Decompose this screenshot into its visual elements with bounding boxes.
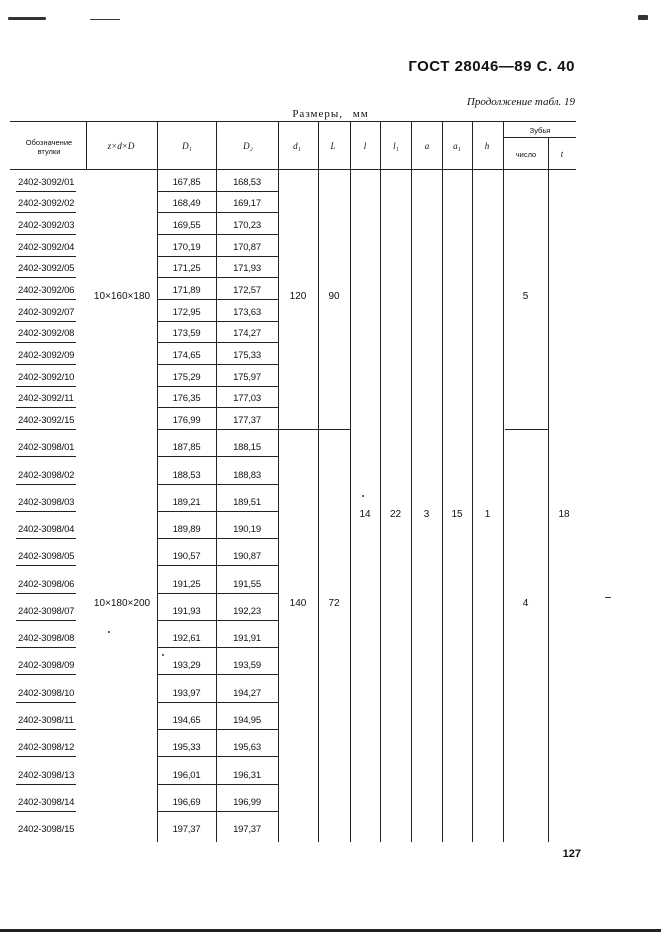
row-D1: 176,99 — [172, 415, 201, 427]
row-D1: 172,95 — [172, 306, 201, 318]
grid-line — [503, 137, 576, 138]
row-rule — [16, 256, 76, 257]
group2-count: 4 — [522, 598, 529, 609]
col-header-l: l — [363, 141, 367, 151]
row-D2: 197,37 — [233, 824, 261, 836]
scan-mark — [638, 15, 648, 20]
row-D2: 189,51 — [233, 496, 261, 508]
row-D2: 168,53 — [233, 176, 261, 188]
row-designation: 2402-3092/03 — [18, 220, 75, 231]
col-header-a: a — [424, 141, 430, 151]
row-D2: 196,31 — [233, 769, 261, 781]
row-D1: 193,29 — [172, 660, 201, 672]
row-rule — [157, 299, 278, 300]
row-designation: 2402-3092/07 — [18, 306, 75, 318]
common-l: 14 — [359, 509, 371, 520]
row-D1: 191,25 — [172, 578, 201, 590]
grid-line — [350, 169, 351, 842]
row-rule — [16, 342, 76, 343]
row-rule — [157, 386, 278, 387]
row-rule — [16, 234, 76, 235]
row-D2: 169,17 — [233, 198, 261, 210]
common-t: 18 — [558, 509, 570, 520]
row-D2: 173,63 — [233, 306, 261, 318]
units-title — [0, 108, 661, 120]
table-header-rule — [10, 169, 576, 170]
group-separator — [505, 429, 548, 430]
grid-line — [548, 169, 549, 842]
row-D2: 170,87 — [233, 241, 261, 253]
grid-line — [503, 169, 504, 842]
row-D2: 188,83 — [233, 469, 261, 481]
row-rule — [157, 784, 278, 785]
row-rule — [16, 299, 76, 300]
row-rule — [157, 593, 278, 594]
row-rule — [16, 212, 76, 213]
row-D1: 188,53 — [172, 469, 201, 481]
row-rule — [16, 191, 76, 192]
scan-mark — [605, 597, 611, 598]
row-rule — [16, 511, 76, 512]
row-D1: 171,89 — [172, 285, 201, 297]
col-header-L: L — [330, 141, 336, 151]
row-rule — [157, 277, 278, 278]
row-designation: 2402-3098/11 — [18, 714, 74, 726]
grid-line — [442, 121, 443, 169]
row-D2: 195,63 — [233, 742, 261, 754]
row-rule — [157, 511, 278, 512]
common-a: 3 — [423, 509, 430, 520]
col-header-d1: d₁ — [293, 141, 301, 151]
row-D2: 191,55 — [233, 578, 261, 590]
row-designation: 2402-3092/09 — [18, 350, 75, 362]
row-rule — [157, 729, 278, 730]
row-D2: 170,23 — [233, 220, 261, 231]
grid-line — [380, 169, 381, 842]
row-D2: 190,19 — [233, 524, 261, 536]
page-number: 127 — [562, 848, 581, 860]
scan-mark — [90, 19, 120, 20]
row-rule — [157, 647, 278, 648]
grid-line — [278, 121, 279, 169]
row-D1: 170,19 — [172, 241, 201, 253]
scan-mark — [108, 631, 110, 633]
col-header-count: число — [515, 150, 537, 159]
row-rule — [16, 674, 76, 675]
row-designation: 2402-3098/03 — [18, 496, 75, 508]
grid-line — [350, 121, 351, 169]
row-D1: 195,33 — [172, 742, 201, 754]
common-l1: 22 — [389, 509, 402, 520]
row-D1: 167,85 — [172, 176, 201, 188]
row-designation: 2402-3098/05 — [18, 551, 75, 563]
row-rule — [157, 212, 278, 213]
row-rule — [157, 811, 278, 812]
units-unit: мм — [352, 108, 369, 120]
col-header-designation: Обозначение втулки — [25, 138, 73, 156]
grid-line — [472, 121, 473, 169]
row-D2: 172,57 — [233, 285, 261, 297]
group1-count: 5 — [522, 291, 529, 302]
grid-line — [86, 121, 87, 169]
table-top-rule — [10, 121, 576, 122]
row-D2: 177,03 — [233, 393, 261, 405]
row-designation: 2402-3098/07 — [18, 605, 75, 617]
scan-mark — [362, 495, 364, 497]
group1-L: 90 — [328, 291, 340, 302]
row-D1: 192,61 — [172, 633, 201, 645]
row-rule — [16, 729, 76, 730]
row-designation: 2402-3092/08 — [18, 328, 75, 340]
row-designation: 2402-3092/01 — [18, 176, 75, 188]
row-rule — [16, 277, 76, 278]
group1-zdD: 10×160×180 — [93, 291, 151, 302]
col-header-D2: D₂ — [243, 141, 253, 151]
group2-d1: 140 — [289, 598, 307, 609]
row-designation: 2402-3098/06 — [18, 578, 75, 590]
row-designation: 2402-3098/02 — [18, 469, 75, 481]
row-designation: 2402-3098/08 — [18, 633, 75, 645]
row-D2: 190,87 — [233, 551, 261, 563]
grid-line — [472, 169, 473, 842]
row-D1: 191,93 — [172, 605, 201, 617]
row-D2: 174,27 — [233, 328, 261, 340]
scan-edge — [0, 929, 661, 932]
grid-line — [278, 169, 279, 842]
row-D2: 192,23 — [233, 605, 261, 617]
row-rule — [16, 429, 76, 430]
grid-line — [318, 121, 319, 169]
row-designation: 2402-3092/06 — [18, 285, 75, 297]
units-word: Размеры, — [292, 108, 343, 120]
row-D1: 174,65 — [172, 350, 201, 362]
row-rule — [16, 364, 76, 365]
row-rule — [157, 756, 278, 757]
row-rule — [157, 456, 278, 457]
row-D1: 187,85 — [172, 442, 201, 454]
row-rule — [16, 647, 76, 648]
row-D1: 190,57 — [172, 551, 201, 563]
grid-line — [548, 137, 549, 169]
row-rule — [157, 321, 278, 322]
row-rule — [16, 565, 76, 566]
row-D2: 175,97 — [233, 371, 261, 383]
group-separator — [278, 429, 350, 430]
row-rule — [16, 321, 76, 322]
continuation-note: Продолжение табл. 19 — [466, 96, 575, 108]
row-designation: 2402-3092/11 — [18, 393, 74, 405]
col-header-teeth: Зубья — [529, 126, 551, 135]
row-D1: 194,65 — [172, 714, 201, 726]
row-D2: 194,95 — [233, 714, 261, 726]
row-rule — [157, 702, 278, 703]
row-designation: 2402-3098/15 — [18, 824, 75, 836]
row-designation: 2402-3092/04 — [18, 241, 75, 253]
grid-line — [411, 169, 412, 842]
row-D2: 196,99 — [233, 796, 261, 808]
scan-mark — [8, 17, 46, 20]
row-D2: 188,15 — [233, 442, 261, 454]
row-rule — [16, 484, 76, 485]
row-D1: 169,55 — [172, 220, 201, 231]
row-D1: 189,21 — [172, 496, 201, 508]
row-rule — [16, 811, 76, 812]
row-designation: 2402-3092/15 — [18, 415, 75, 427]
row-rule — [157, 429, 278, 430]
row-rule — [157, 484, 278, 485]
group2-zdD: 10×180×200 — [93, 598, 151, 609]
col-header-zdD: z×d×D — [107, 141, 135, 151]
row-D1: 171,25 — [172, 263, 201, 275]
row-designation: 2402-3098/14 — [18, 796, 75, 808]
row-D1: 196,01 — [172, 769, 201, 781]
grid-line — [216, 121, 217, 169]
col-header-D1: D₁ — [182, 141, 192, 151]
row-D2: 171,93 — [233, 263, 261, 275]
row-D1: 173,59 — [172, 328, 201, 340]
row-rule — [16, 407, 76, 408]
row-D1: 196,69 — [172, 796, 201, 808]
row-designation: 2402-3092/02 — [18, 198, 75, 210]
row-rule — [16, 784, 76, 785]
col-header-h: h — [484, 141, 490, 151]
common-h: 1 — [484, 509, 491, 520]
row-rule — [157, 256, 278, 257]
row-D2: 175,33 — [233, 350, 261, 362]
col-header-a1: a₁ — [453, 141, 461, 151]
row-D1: 176,35 — [172, 393, 201, 405]
row-rule — [157, 538, 278, 539]
row-rule — [16, 386, 76, 387]
row-D1: 175,29 — [172, 371, 201, 383]
row-rule — [16, 702, 76, 703]
row-designation: 2402-3098/04 — [18, 524, 75, 536]
row-rule — [157, 191, 278, 192]
grid-line — [157, 121, 158, 169]
row-D1: 168,49 — [172, 198, 201, 210]
row-designation: 2402-3098/10 — [18, 687, 75, 699]
common-a1: 15 — [451, 509, 463, 520]
row-D1: 189,89 — [172, 524, 201, 536]
row-designation: 2402-3098/13 — [18, 769, 75, 781]
col-header-t: t — [560, 149, 564, 159]
row-D2: 177,37 — [233, 415, 261, 427]
row-rule — [16, 593, 76, 594]
row-D1: 193,97 — [172, 687, 201, 699]
row-designation: 2402-3098/01 — [18, 442, 75, 454]
row-D2: 194,27 — [233, 687, 261, 699]
scan-mark — [162, 654, 164, 656]
grid-line — [411, 121, 412, 169]
grid-line — [318, 169, 319, 842]
row-rule — [157, 620, 278, 621]
row-designation: 2402-3098/12 — [18, 742, 75, 754]
row-rule — [16, 538, 76, 539]
row-rule — [157, 674, 278, 675]
row-D2: 193,59 — [233, 660, 261, 672]
col-header-l1: l₁ — [393, 141, 399, 151]
row-rule — [16, 620, 76, 621]
row-D1: 197,37 — [172, 824, 201, 836]
page-header-standard: ГОСТ 28046—89 С. 40 — [408, 58, 575, 75]
group2-L: 72 — [328, 598, 340, 609]
grid-line — [442, 169, 443, 842]
grid-line — [503, 121, 504, 169]
row-designation: 2402-3092/05 — [18, 263, 75, 275]
row-rule — [16, 456, 76, 457]
row-designation: 2402-3098/09 — [18, 660, 75, 672]
row-rule — [16, 756, 76, 757]
row-rule — [157, 407, 278, 408]
row-rule — [157, 364, 278, 365]
row-designation: 2402-3092/10 — [18, 371, 75, 383]
row-rule — [157, 234, 278, 235]
group1-d1: 120 — [289, 291, 307, 302]
grid-line — [380, 121, 381, 169]
row-rule — [157, 565, 278, 566]
row-rule — [157, 342, 278, 343]
row-D2: 191,91 — [233, 633, 261, 645]
